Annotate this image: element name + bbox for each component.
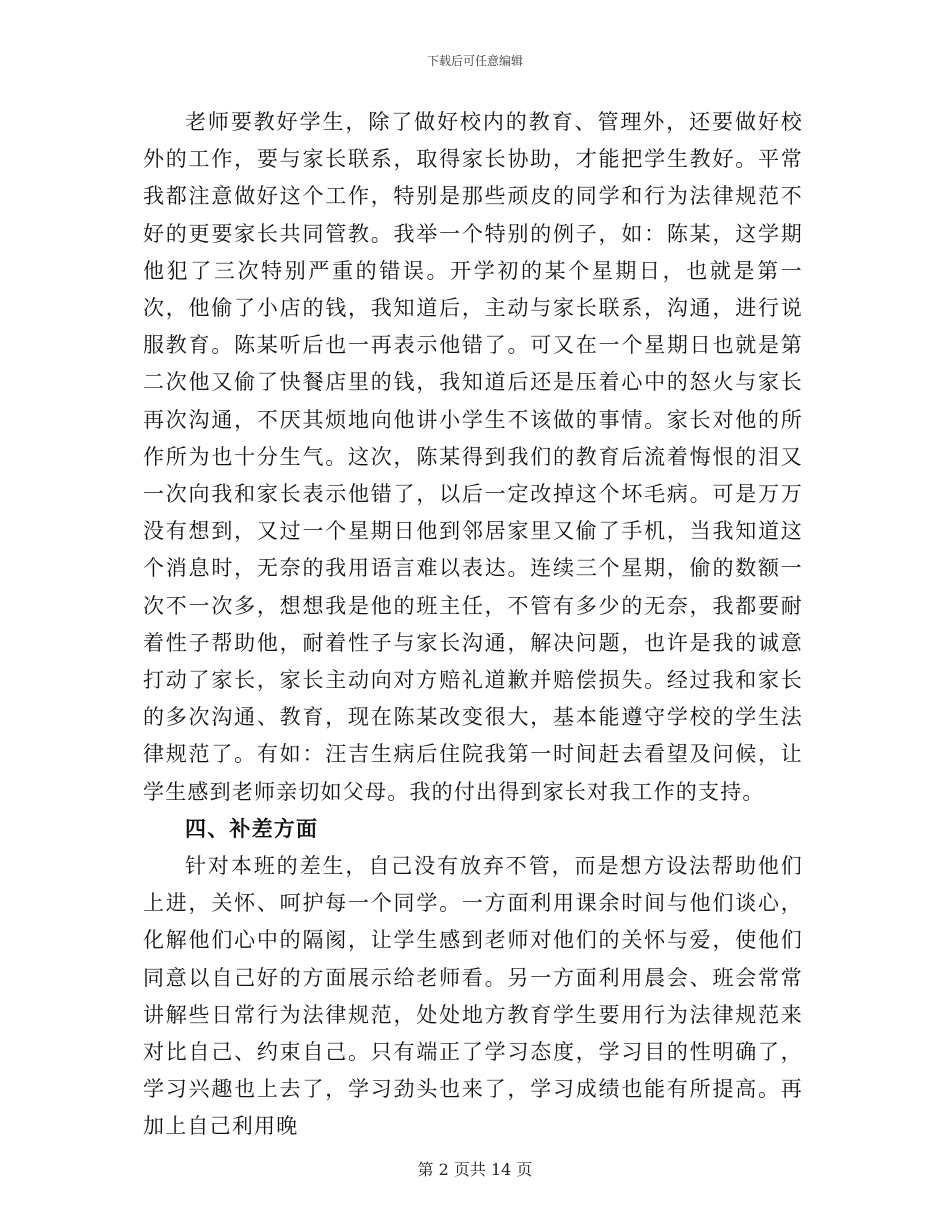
paragraph-remedial-help: 针对本班的差生，自己没有放弃不管，而是想方设法帮助他们上进，关怀、呵护每一个同学。一方面利用课余时间与他们谈心，化解他们心中的隔阂，让学生感到老师对他们的关怀与爱，使他们同意以自己好的方面展示给老师看。另一方面利用晨会、班会常常讲解些日常行为法律规范，处处地方教育学生要用行为法律规范来对比自己、约束自己。只有端正了学习态度，学习目的性明确了，学习兴趣也上去了，学习劲头也来了，学习成绩也能有所提高。再加上自己利用晚 — [143, 854, 803, 1139]
page-number: 第 2 页共 14 页 — [417, 1160, 533, 1179]
section-heading: 四、补差方面 — [185, 816, 319, 841]
document-body — [143, 104, 803, 1146]
page-header — [0, 52, 950, 69]
header-note: 下载后可任意编辑 — [426, 54, 523, 68]
paragraph-parent-communication: 老师要教好学生，除了做好校内的教育、管理外，还要做好校外的工作，要与家长联系，取得家长协助，才能把学生教好。平常我都注意做好这个工作，特别是那些顽皮的同学和行为法律规范不好的更要家长共同管教。我举一个特别的例子，如：陈某，这学期他犯了三次特别严重的错误。开学初的某个星期日，也就是第一次，他偷了小店的钱，我知道后，主动与家长联系，沟通，进行说服教育。陈某听后也一再表示他错了。可又在一个星期日也就是第二次他又偷了快餐店里的钱，我知道后还是压着心中的怒火与家长再次沟通，不厌其烦地向他讲小学生不该做的事情。家长对他的所作所为也十分生气。这次，陈某得到我们的教育后流着悔恨的泪又一次向我和家长表示他错了，以后一定改掉这个坏毛病。可是万万没有想到，又过一个星期日他到邻居家里又偷了手机，当我知道这个消息时，无奈的我用语言难以表达。连续三个星期，偷的数额一次不一次多，想想我是他的班主任，不管有多少的无奈，我都要耐着性子帮助他，耐着性子与家长沟通，解决问题，也许是我的诚意打动了家长，家长主动向对方赔礼道歉并赔偿损失。经过我和家长的多次沟通、教育，现在陈某改变很大，基本能遵守学校的学生法律规范了。有如：汪吉生病后住院我第一时间赶去看望及问候，让学生感到老师亲切如父母。我的付出得到家长对我工作的支持。 — [143, 110, 803, 804]
page-footer — [0, 1157, 950, 1180]
